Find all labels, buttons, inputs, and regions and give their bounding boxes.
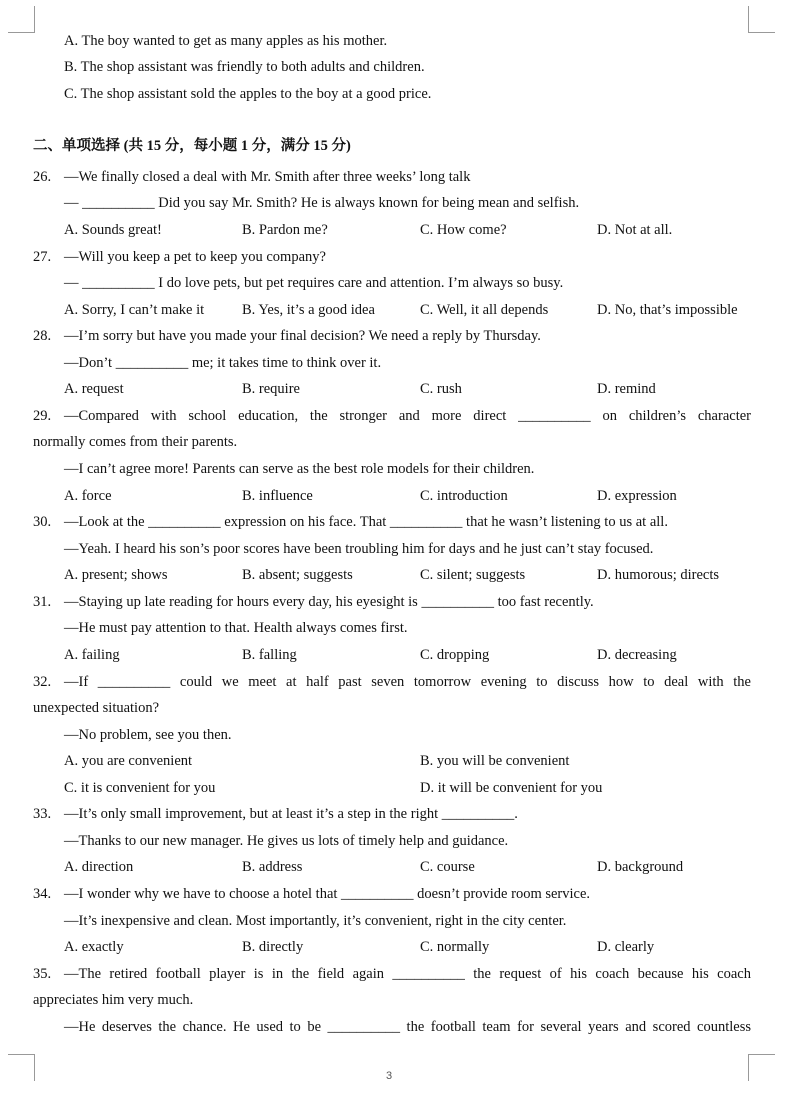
option-c: C. How come? [420, 222, 507, 238]
question-number: 33. [33, 806, 52, 822]
question-line: —It’s only small improvement, but at least it’s a step in the right __________. [64, 806, 518, 822]
option-d: D. expression [597, 488, 677, 504]
question-number: 28. [33, 328, 52, 344]
option-b: B. falling [242, 647, 297, 663]
crop-mark-top-left [8, 6, 35, 33]
option-a: A. present; shows [64, 567, 168, 583]
section-heading: 二、单项选择 (共 15 分，每小题 1 分，满分 15 分) [33, 138, 351, 154]
question-line: — __________ Did you say Mr. Smith? He is always known for being mean and selfish. [64, 195, 580, 211]
option-c: C. Well, it all depends [420, 302, 549, 318]
option-c: C. silent; suggests [420, 567, 526, 583]
option-b: B. Pardon me? [242, 222, 328, 238]
option-c: C. normally [420, 939, 490, 955]
option-a: A. failing [64, 647, 120, 663]
option-d: D. background [597, 859, 684, 875]
question-line: —Don’t __________ me; it takes time to think over it. [64, 355, 382, 371]
question-line: —Yeah. I heard his son’s poor scores have been troubling him for days and he just can’t stay focused. [64, 541, 654, 557]
option-a: A. you are convenient [64, 753, 193, 769]
option-a: A. Sorry, I can’t make it [64, 302, 205, 318]
question-line: —Thanks to our new manager. He gives us lots of timely help and guidance. [64, 833, 509, 849]
option-d: D. humorous; directs [597, 567, 720, 583]
option-d: D. decreasing [597, 647, 677, 663]
option-b: B. Yes, it’s a good idea [242, 302, 375, 318]
question-line: —I wonder why we have to choose a hotel that __________ doesn’t provide room service. [64, 886, 591, 902]
question-line: —No problem, see you then. [64, 727, 232, 743]
question-number: 35. [33, 966, 52, 982]
option-text: C. The shop assistant sold the apples to the boy at a good price. [64, 86, 432, 102]
question-line: —Look at the __________ expression on his face. That __________ that he wasn’t listening to us at all. [64, 514, 668, 530]
option-b: B. influence [242, 488, 313, 504]
question-line: —It’s inexpensive and clean. Most importantly, it’s convenient, right in the city center. [64, 913, 567, 929]
option-b: B. you will be convenient [420, 753, 570, 769]
question-line: —Staying up late reading for hours every day, his eyesight is __________ too fast recently. [64, 594, 594, 610]
crop-mark-bottom-right [748, 1054, 775, 1081]
option-d: D. clearly [597, 939, 655, 955]
question-number: 29. [33, 408, 52, 424]
question-line: —We finally closed a deal with Mr. Smith after three weeks’ long talk [64, 169, 471, 185]
option-c: C. dropping [420, 647, 490, 663]
option-c: C. course [420, 859, 475, 875]
option-a: A. exactly [64, 939, 124, 955]
option-b: B. address [242, 859, 303, 875]
option-c: C. introduction [420, 488, 508, 504]
question-number: 27. [33, 249, 52, 265]
question-number: 32. [33, 674, 52, 690]
option-c: C. it is convenient for you [64, 780, 216, 796]
question-line: —He deserves the chance. He used to be __________ the football team for several years and scored countless [64, 1019, 751, 1035]
question-line: normally comes from their parents. [33, 434, 238, 450]
option-c: C. rush [420, 381, 462, 397]
option-text: B. The shop assistant was friendly to both adults and children. [64, 59, 425, 75]
option-b: B. directly [242, 939, 304, 955]
question-line: —Will you keep a pet to keep you company? [64, 249, 326, 265]
question-number: 26. [33, 169, 52, 185]
crop-mark-bottom-left [8, 1054, 35, 1081]
crop-mark-top-right [748, 6, 775, 33]
question-line: —I can’t agree more! Parents can serve as the best role models for their children. [64, 461, 535, 477]
option-d: D. Not at all. [597, 222, 673, 238]
question-line: appreciates him very much. [33, 992, 194, 1008]
question-line: —The retired football player is in the field again __________ the request of his coach because his coach [64, 966, 751, 982]
option-a: A. Sounds great! [64, 222, 162, 238]
option-a: A. request [64, 381, 124, 397]
question-line: —He must pay attention to that. Health always comes first. [64, 620, 408, 636]
question-line: —I’m sorry but have you made your final decision? We need a reply by Thursday. [64, 328, 541, 344]
question-number: 31. [33, 594, 52, 610]
option-d: D. it will be convenient for you [420, 780, 603, 796]
option-d: D. remind [597, 381, 656, 397]
option-d: D. No, that’s impossible [597, 302, 738, 318]
option-a: A. force [64, 488, 112, 504]
page-number: 3 [386, 1070, 393, 1082]
question-number: 34. [33, 886, 52, 902]
question-line: unexpected situation? [33, 700, 160, 716]
question-line: — __________ I do love pets, but pet requires care and attention. I’m always so busy. [64, 275, 564, 291]
question-line: —If __________ could we meet at half past seven tomorrow evening to discuss how to deal with the [64, 674, 751, 690]
option-text: A. The boy wanted to get as many apples as his mother. [64, 33, 388, 49]
option-b: B. require [242, 381, 300, 397]
question-line: —Compared with school education, the stronger and more direct __________ on children’s character [64, 408, 751, 424]
question-number: 30. [33, 514, 52, 530]
option-a: A. direction [64, 859, 134, 875]
option-b: B. absent; suggests [242, 567, 353, 583]
